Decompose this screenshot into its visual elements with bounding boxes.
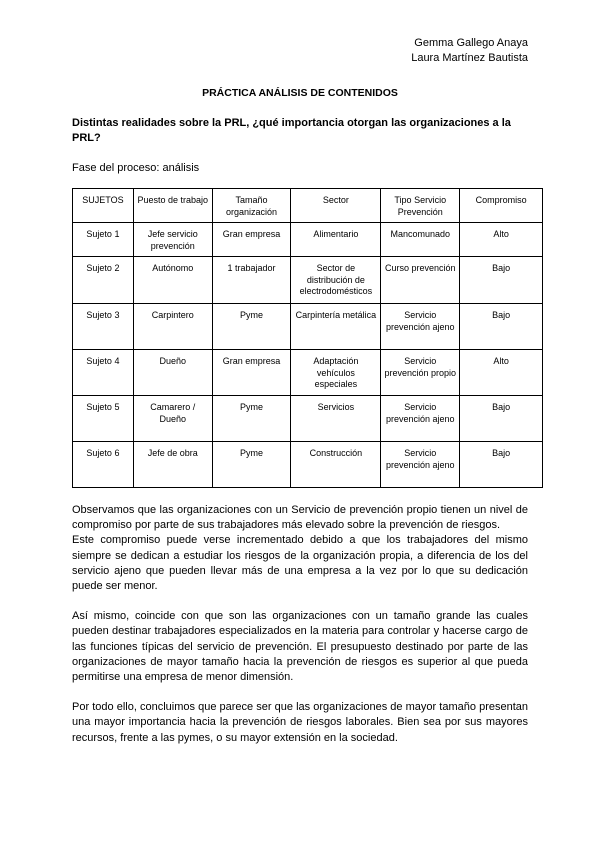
table-row xyxy=(73,304,543,350)
phase-label: Fase del proceso: análisis xyxy=(72,162,200,174)
table-cell: Sujeto 2 xyxy=(73,257,134,304)
header-cell: Compromiso xyxy=(460,189,543,223)
table-header-row xyxy=(73,189,543,223)
analysis-text xyxy=(72,503,528,746)
table-cell: Alimentario xyxy=(291,223,381,257)
table-cell: Gran empresa xyxy=(212,223,291,257)
table-row xyxy=(73,396,543,442)
table-cell: Pyme xyxy=(212,442,291,488)
table-cell: Jefe de obra xyxy=(133,442,212,488)
table-cell: Bajo xyxy=(460,304,543,350)
table-cell: Bajo xyxy=(460,442,543,488)
table-cell: Sector de distribución de electrodomésticos xyxy=(291,257,381,304)
table-cell: Camarero / Dueño xyxy=(133,396,212,442)
table-cell: Sujeto 5 xyxy=(73,396,134,442)
table-cell: Bajo xyxy=(460,396,543,442)
table-cell: Adaptación vehículos especiales xyxy=(291,350,381,396)
table-cell: Servicio prevención ajeno xyxy=(381,396,460,442)
table-cell: Jefe servicio prevención xyxy=(133,223,212,257)
table-cell: Pyme xyxy=(212,304,291,350)
authors xyxy=(411,36,528,66)
table-cell: Sujeto 4 xyxy=(73,350,134,396)
table-row xyxy=(73,223,543,257)
table-cell: Gran empresa xyxy=(212,350,291,396)
header-cell: Puesto de trabajo xyxy=(133,189,212,223)
paragraph: Observamos que las organizaciones con un Servicio de prevención propio tienen un nivel de compromiso por parte de sus trabajadores más elevado sobre la prevención de riesgos. xyxy=(72,504,528,532)
header-cell: Tipo Servicio Prevención xyxy=(381,189,460,223)
author-1: Gemma Gallego Anaya xyxy=(414,37,528,49)
header-cell: SUJETOS xyxy=(73,189,134,223)
table-cell: Carpintería metálica xyxy=(291,304,381,350)
table-cell: Sujeto 6 xyxy=(73,442,134,488)
table-cell: Construcción xyxy=(291,442,381,488)
table-cell: Carpintero xyxy=(133,304,212,350)
table-cell: Alto xyxy=(460,350,543,396)
paragraph: Así mismo, coincide con que son las organizaciones con un tamaño grande las cuales pueden destinar trabajadores especializados en la materia para controlar y hacerse cargo de las funciones típicas del servicio de prevención. El presupuesto destinado por parte de las organizaciones de mayor tamaño hacia la prevención de riesgos es superior al que pueda permitirse una empresa de menor dimensión. xyxy=(72,610,528,684)
table-cell: Dueño xyxy=(133,350,212,396)
header-cell: Tamaño organización xyxy=(212,189,291,223)
table-cell: Mancomunado xyxy=(381,223,460,257)
table-cell: Alto xyxy=(460,223,543,257)
table-row xyxy=(73,350,543,396)
table-cell: Servicio prevención ajeno xyxy=(381,442,460,488)
table-cell: Servicios xyxy=(291,396,381,442)
table-cell: Curso prevención xyxy=(381,257,460,304)
table-cell: Autónomo xyxy=(133,257,212,304)
table-cell: 1 trabajador xyxy=(212,257,291,304)
table-cell: Sujeto 1 xyxy=(73,223,134,257)
page-title: PRÁCTICA ANÁLISIS DE CONTENIDOS xyxy=(202,87,398,99)
paragraph: Por todo ello, concluimos que parece ser que las organizaciones de mayor tamaño presentan una mayor importancia hacia la prevención de riesgos laborales. Bien sea por sus mayores recursos, frente a las pymes, o su mayor extensión en la sociedad. xyxy=(72,701,528,744)
question-heading: Distintas realidades sobre la PRL, ¿qué importancia otorgan las organizaciones a la PRL? xyxy=(72,117,511,144)
subjects-table xyxy=(72,188,543,488)
table-cell: Servicio prevención propio xyxy=(381,350,460,396)
table-cell: Pyme xyxy=(212,396,291,442)
author-2: Laura Martínez Bautista xyxy=(411,52,528,64)
table-cell: Servicio prevención ajeno xyxy=(381,304,460,350)
header-cell: Sector xyxy=(291,189,381,223)
table-cell: Sujeto 3 xyxy=(73,304,134,350)
paragraph: Este compromiso puede verse incrementado debido a que los trabajadores del mismo siempre se dedican a estudiar los riesgos de la organización propia, a diferencia de los del servicio ajeno que pueden llevar más de una empresa a la vez por lo que su dedicación puede ser menor. xyxy=(72,534,528,593)
table-row xyxy=(73,257,543,304)
table-cell: Bajo xyxy=(460,257,543,304)
table-row xyxy=(73,442,543,488)
